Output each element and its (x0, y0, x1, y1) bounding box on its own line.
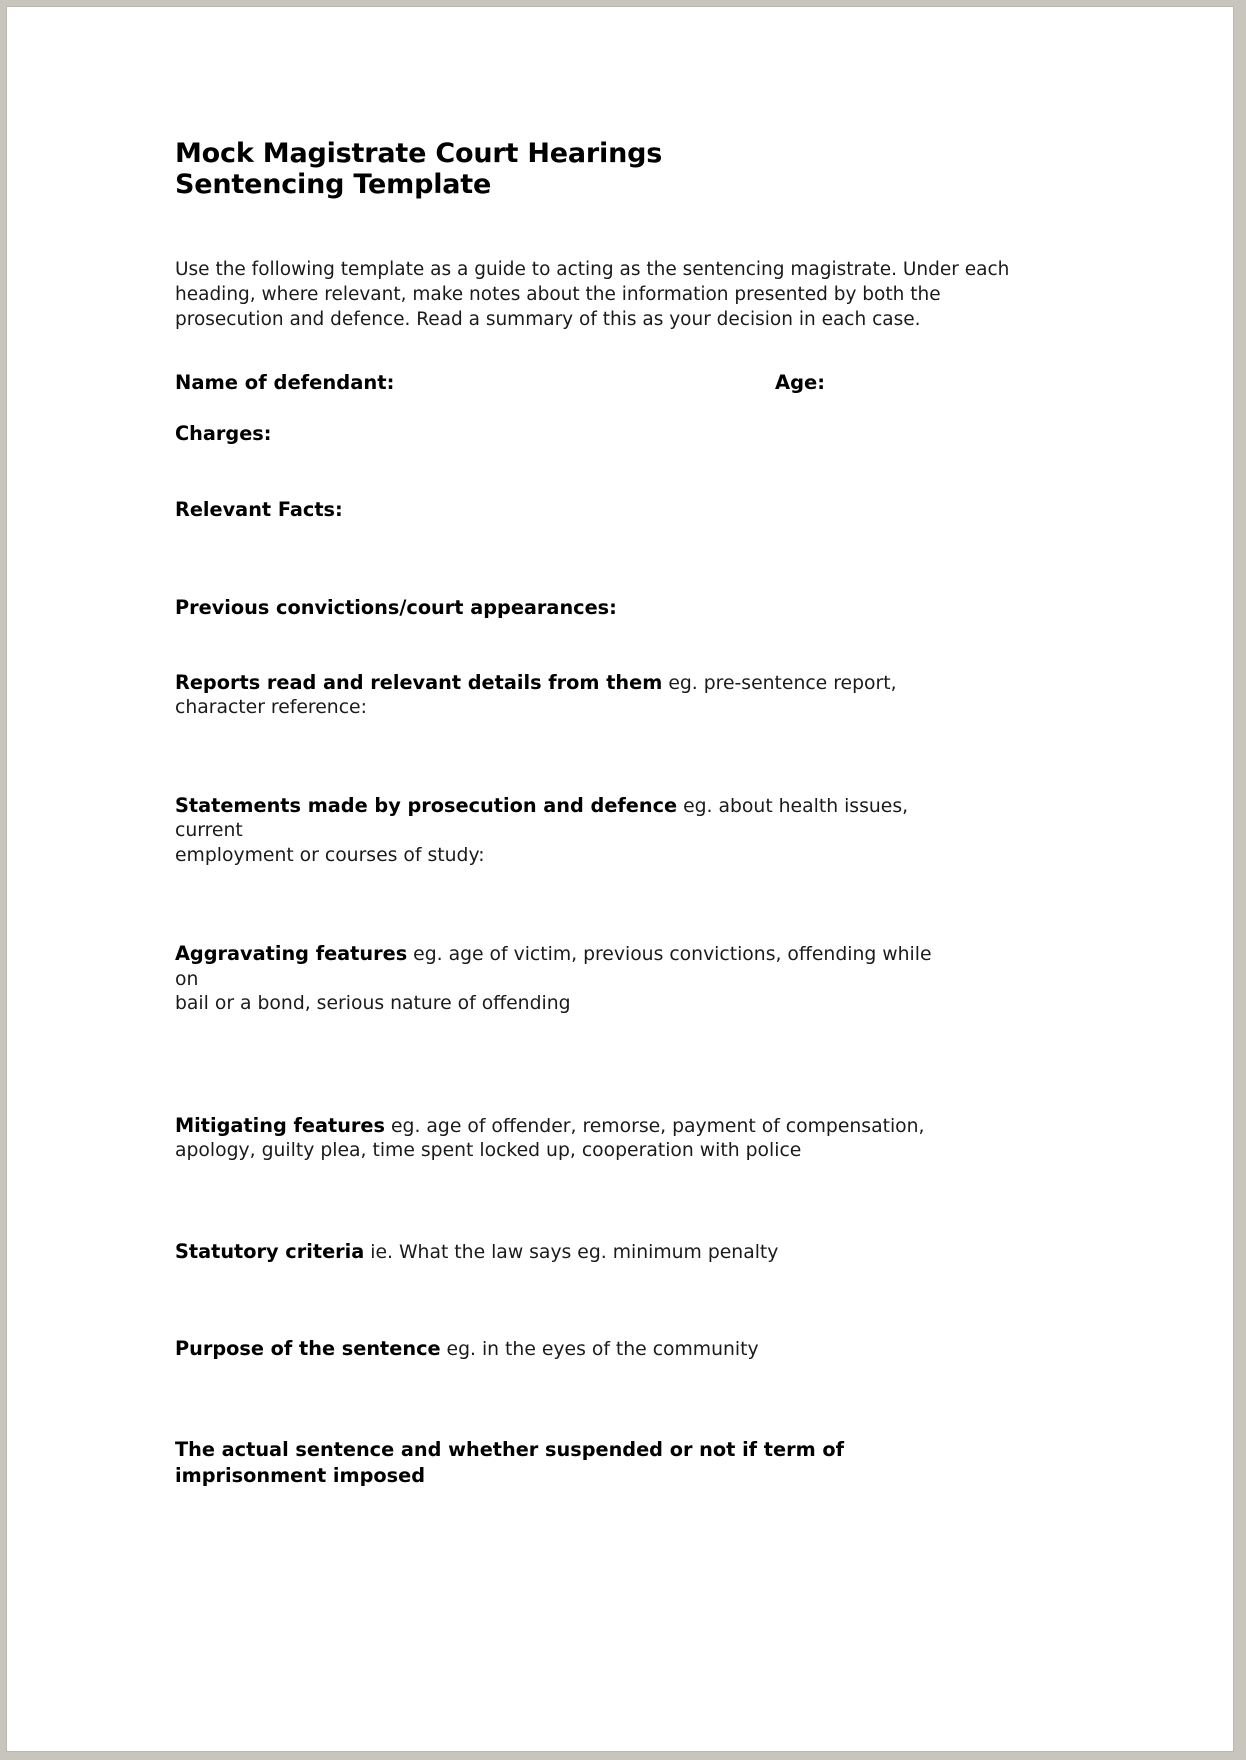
section-purpose-detail-1: eg. in the eyes of the community (440, 1339, 759, 1360)
page-title-line-1: Mock Magistrate Court Hearings (175, 138, 663, 169)
page-title-line-2: Sentencing Template (175, 169, 492, 200)
section-purpose-heading: Purpose of the sentence (175, 1337, 441, 1360)
section-reports-read-detail-1: eg. pre-sentence report, (662, 672, 897, 694)
section-relevant-facts-heading: Relevant Facts: (175, 497, 343, 521)
section-mitigating-heading: Mitigating features (175, 1113, 385, 1137)
section-reports-read (175, 671, 955, 721)
intro-line-1: Use the following template as a guide to acting as the sentencing magistrate. Under each (175, 259, 1010, 280)
section-reports-read-line-1 (175, 671, 955, 697)
section-reports-read-detail-2: character reference: (175, 697, 367, 718)
intro-line-3: prosecution and defence. Read a summary of this as your decision in each case. (175, 309, 921, 330)
section-aggravating-detail-1: eg. age of victim, previous convictions, offending while on (175, 944, 932, 990)
defendant-age-row (175, 371, 965, 395)
document-content (175, 138, 1010, 1489)
field-label-name-of-defendant: Name of defendant: (175, 371, 395, 394)
section-mitigating-features (175, 1114, 955, 1164)
section-aggravating-line-1 (175, 942, 955, 992)
section-aggravating-heading: Aggravating features (175, 942, 408, 965)
section-statutory-heading: Statutory criteria (175, 1239, 365, 1263)
section-actual-sentence-line-1: The actual sentence and whether suspended or not if term of (175, 1437, 845, 1461)
document-page (6, 6, 1234, 1752)
section-actual-sentence-line-2: imprisonment imposed (175, 1463, 425, 1487)
section-relevant-facts (175, 498, 955, 524)
section-previous-convictions-heading: Previous convictions/court appearances: (175, 596, 617, 619)
section-statements-detail-1: eg. about health issues, current (175, 795, 909, 841)
section-previous-convictions (175, 596, 955, 622)
section-statutory-criteria (175, 1240, 955, 1266)
section-charges (175, 422, 955, 448)
section-reports-read-heading: Reports read and relevant details from them (175, 670, 663, 694)
section-aggravating-features (175, 942, 955, 1017)
section-statements (175, 794, 955, 869)
intro-paragraph (175, 257, 1010, 332)
section-statements-heading: Statements made by prosecution and defence (175, 793, 678, 817)
section-purpose-line-1 (175, 1337, 955, 1363)
page-title (175, 138, 965, 200)
intro-line-2: heading, where relevant, make notes about the information presented by both the (175, 284, 941, 305)
section-statutory-line-1 (175, 1240, 955, 1266)
field-label-age: Age: (775, 371, 826, 394)
section-statements-detail-2: employment or courses of study: (175, 844, 485, 866)
section-aggravating-detail-2: bail or a bond, serious nature of offending (175, 993, 571, 1014)
section-statements-line-1 (175, 794, 955, 844)
section-mitigating-detail-1: eg. age of offender, remorse, payment of compensation, (385, 1115, 925, 1137)
section-charges-heading: Charges: (175, 422, 272, 445)
section-actual-sentence (175, 1437, 875, 1489)
section-purpose-of-sentence (175, 1337, 955, 1363)
section-mitigating-line-1 (175, 1114, 955, 1140)
section-mitigating-detail-2: apology, guilty plea, time spent locked up, cooperation with police (175, 1140, 802, 1161)
section-statutory-detail-1: ie. What the law says eg. minimum penalty (364, 1241, 779, 1263)
